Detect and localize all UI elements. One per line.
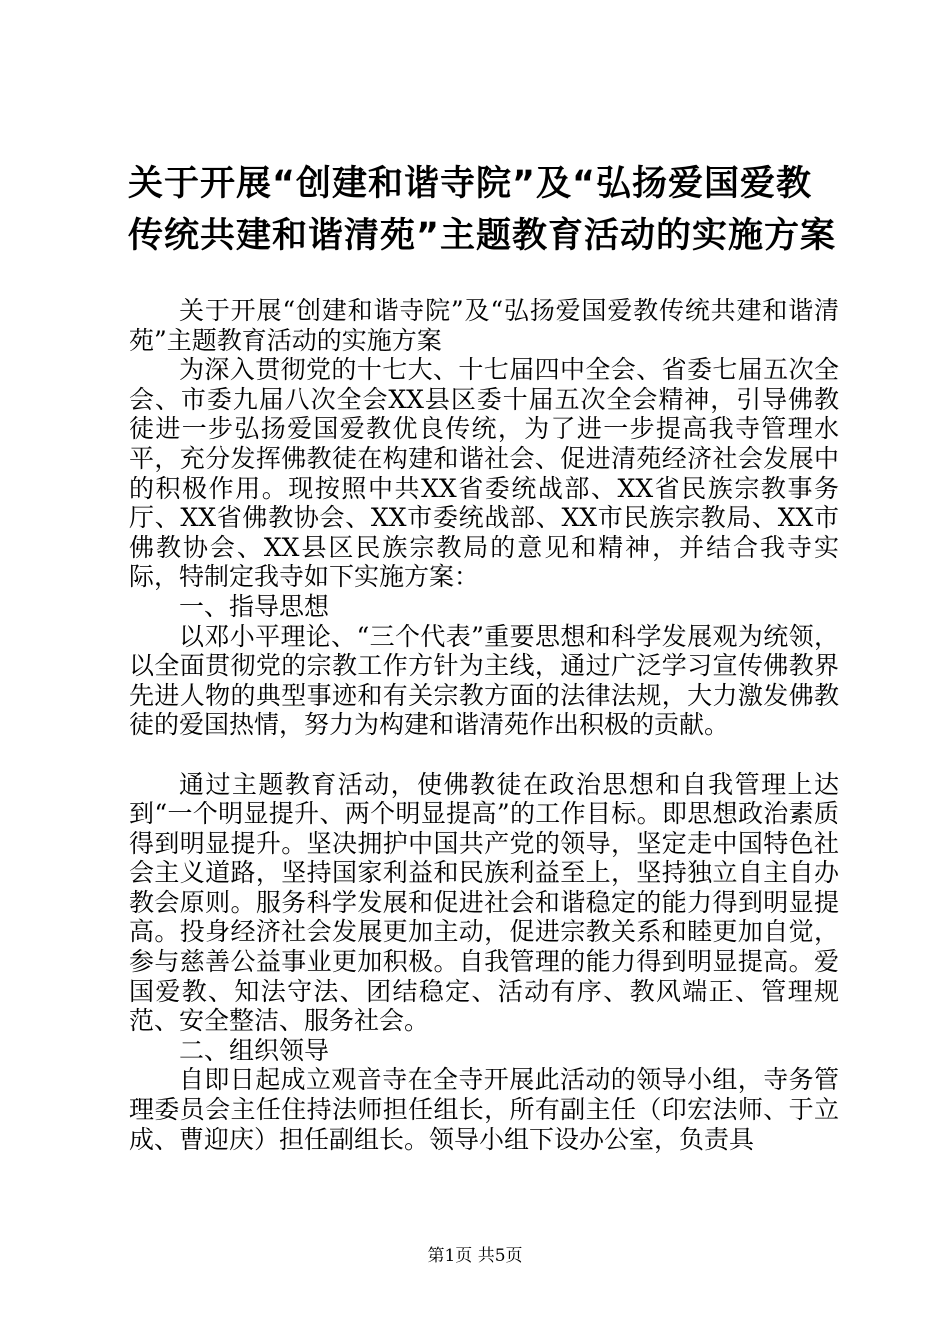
page-footer: 第1页 共5页 (427, 1246, 523, 1266)
paragraph-organization: 自即日起成立观音寺在全寺开展此活动的领导小组，寺务管理委员会主任住持法师担任组长，所有副主任（印宏法师、于立成、曹迎庆）担任副组长。领导小组下设办公室，负责具 (129, 1065, 839, 1154)
paragraph-goals: 通过主题教育活动，使佛教徒在政治思想和自我管理上达到“一个明显提升、两个明显提高”的工作目标。即思想政治素质得到明显提升。坚决拥护中国共产党的领导，坚定走中国特色社会主义道路，坚持国家利益和民族利益至上，坚持独立自主自办教会原则。服务科学发展和促进社会和谐稳定的能力得到明显提高。投身经济社会发展更加主动，促进宗教关系和睦更加自觉，参与慈善公益事业更加积极。自我管理的能力得到明显提高。爱国爱教、知法守法、团结稳定、活动有序、教风端正、管理规范、安全整洁、服务社会。 (129, 769, 839, 1036)
document-body (129, 296, 839, 1154)
section-heading-guiding-ideology: 一、指导思想 (179, 591, 330, 621)
paragraph-guiding-ideology: 以邓小平理论、“三个代表”重要思想和科学发展观为统领，以全面贯彻党的宗教工作方针为主线，通过广泛学习宣传佛教界先进人物的典型事迹和有关宗教方面的法律法规，大力激发佛教徒的爱国热情，努力为构建和谐清苑作出积极的贡献。 (129, 621, 839, 740)
title-line-1: 关于开展“创建和谐寺院”及“弘扬爱国爱教 (128, 164, 813, 204)
paragraph-intro: 为深入贯彻党的十七大、十七届四中全会、省委七届五次全会、市委九届八次全会XX县区委十届五次全会精神，引导佛教徒进一步弘扬爱国爱教优良传统，为了进一步提高我寺管理水平，充分发挥佛教徒在构建和谐社会、促进清苑经济社会发展中的积极作用。现按照中共XX省委统战部、XX省民族宗教事务厅、XX省佛教协会、XX市委统战部、XX市民族宗教局、XX市佛教协会、XX县区民族宗教局的意见和精神，并结合我寺实际，特制定我寺如下实施方案： (129, 355, 839, 592)
title-line-2: 传统共建和谐清苑”主题教育活动的实施方案 (128, 216, 837, 256)
section-heading-organization: 二、组织领导 (179, 1035, 330, 1065)
paragraph-title-repeat: 关于开展“创建和谐寺院”及“弘扬爱国爱教传统共建和谐清苑”主题教育活动的实施方案 (129, 296, 839, 355)
document-title (128, 158, 848, 262)
